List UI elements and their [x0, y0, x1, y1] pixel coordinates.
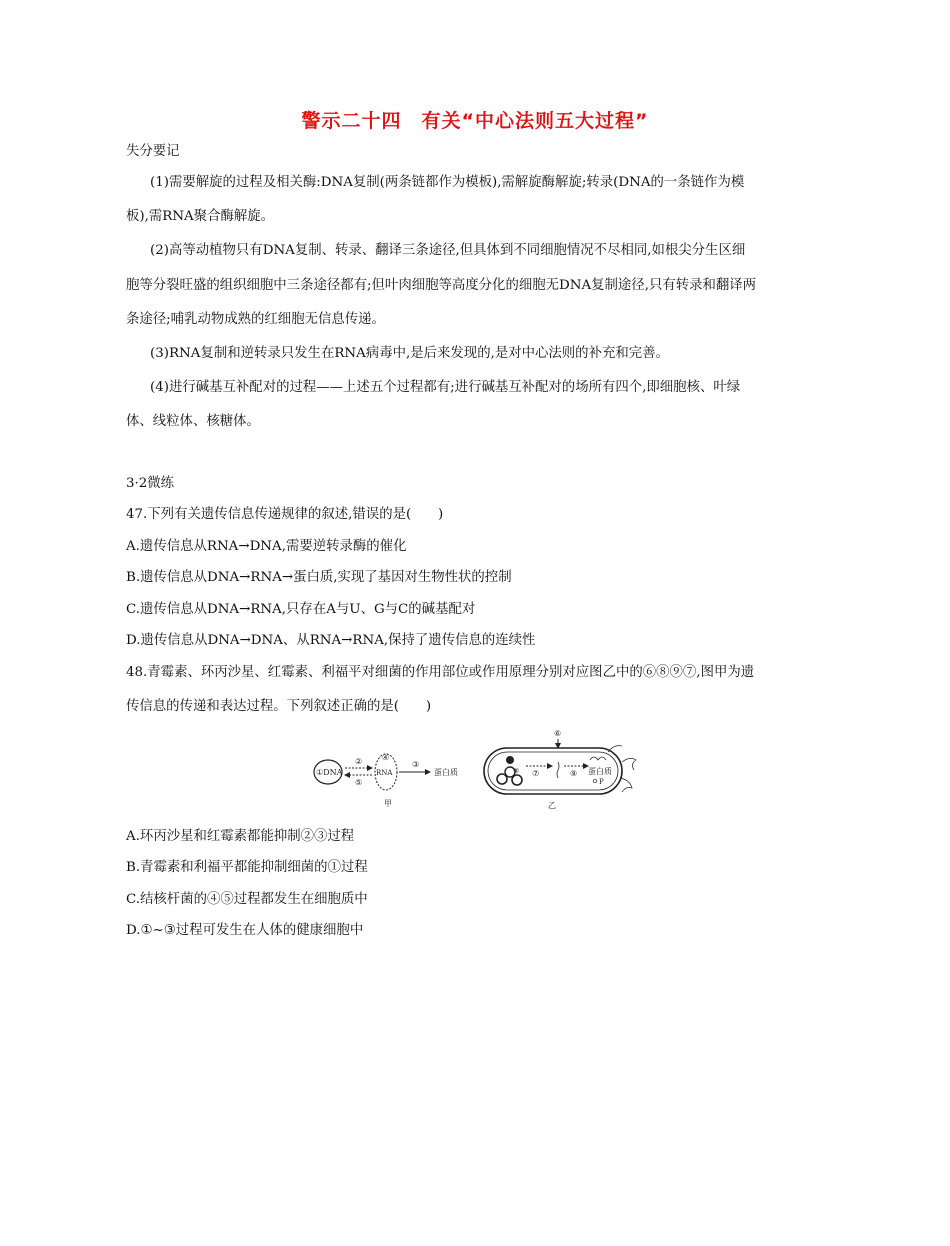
rna-label: RNA [376, 769, 393, 777]
point-1-line-2: 板),需RNA聚合酶解旋。 [126, 209, 275, 224]
q48-figure [312, 726, 640, 818]
p-label: P [599, 778, 604, 786]
label-6: ⑥ [554, 729, 562, 738]
label-8: ⑧ [513, 767, 520, 775]
point-1-line-1: (1)需要解旋的过程及相关酶:DNA复制(两条链都作为模板),需解旋酶解旋;转录(DNA的一条链作为模 [150, 175, 745, 190]
protein-chain [590, 757, 606, 760]
q47-option-a: A.遗传信息从RNA→DNA,需要逆转录酶的催化 [126, 539, 407, 554]
label-2: ② [355, 757, 363, 766]
q48-option-b: B.青霉素和利福平都能抑制细菌的①过程 [126, 860, 368, 875]
point-2-line-2: 胞等分裂旺盛的组织细胞中三条途径都有;但叶肉细胞等高度分化的细胞无DNA复制途径,只有转录和翻译两 [126, 278, 757, 293]
flagellum-1 [622, 758, 636, 770]
q48-option-c: C.结核杆菌的④⑤过程都发生在细胞质中 [126, 892, 368, 907]
label-5: ⑤ [355, 778, 363, 787]
protein-label-jia: 蛋白质 [434, 768, 458, 777]
point-4-line-1: (4)进行碱基互补配对的过程——上述五个过程都有;进行碱基互补配对的场所有四个,即细胞核、叶绿 [150, 380, 741, 395]
protein-label-yi: 蛋白质 [588, 767, 612, 776]
q47-option-c: C.遗传信息从DNA→RNA,只存在A与U、G与C的碱基配对 [126, 602, 476, 617]
section-heading-exercise: 3·2微练 [126, 476, 175, 491]
plasmid-2 [497, 774, 507, 784]
q47-stem: 47.下列有关遗传信息传递规律的叙述,错误的是( ) [126, 507, 444, 522]
q47-option-d: D.遗传信息从DNA→DNA、从RNA→RNA,保持了遗传信息的连续性 [126, 633, 536, 648]
caption-jia: 甲 [384, 799, 392, 808]
point-2-line-1: (2)高等动植物只有DNA复制、转录、翻译三条途径,但具体到不同细胞情况不尽相同,如根尖分生区细 [150, 243, 746, 258]
q48-stem-line-1: 48.青霉素、环丙沙星、红霉素、利福平对细菌的作用部位或作用原理分别对应图乙中的⑥⑧⑨⑦,图甲为遗 [126, 665, 755, 680]
diagram-yi [484, 729, 636, 810]
p-dot [593, 779, 597, 783]
q48-stem-line-2: 传信息的传递和表达过程。下列叙述正确的是( ) [126, 699, 432, 714]
label-9: ⑨ [570, 769, 578, 778]
dna-label: ①DNA [316, 768, 343, 777]
section-heading-tips: 失分要记 [126, 144, 180, 159]
plasmid-3 [512, 775, 522, 785]
label-4: ④ [382, 753, 390, 762]
mrna-squiggle [557, 762, 559, 778]
page-title: 警示二十四 有关“中心法则五大过程” [301, 110, 649, 132]
q48-option-a: A.环丙沙星和红霉素都能抑制②③过程 [126, 829, 355, 844]
q47-option-b: B.遗传信息从DNA→RNA→蛋白质,实现了基因对生物性状的控制 [126, 570, 512, 585]
point-2-line-3: 条途径;哺乳动物成熟的红细胞无信息传递。 [126, 312, 385, 327]
flagellum-2 [620, 778, 632, 792]
point-4-line-2: 体、线粒体、核糖体。 [126, 414, 260, 429]
point-3: (3)RNA复制和逆转录只发生在RNA病毒中,是后来发现的,是对中心法则的补充和完善。 [150, 346, 669, 361]
diagram-jia [314, 753, 458, 808]
q48-option-d: D.①~③过程可发生在人体的健康细胞中 [126, 923, 364, 938]
caption-yi: 乙 [548, 801, 556, 810]
label-7: ⑦ [532, 769, 540, 778]
label-3: ③ [412, 760, 420, 769]
ribosome-dot [506, 756, 514, 764]
